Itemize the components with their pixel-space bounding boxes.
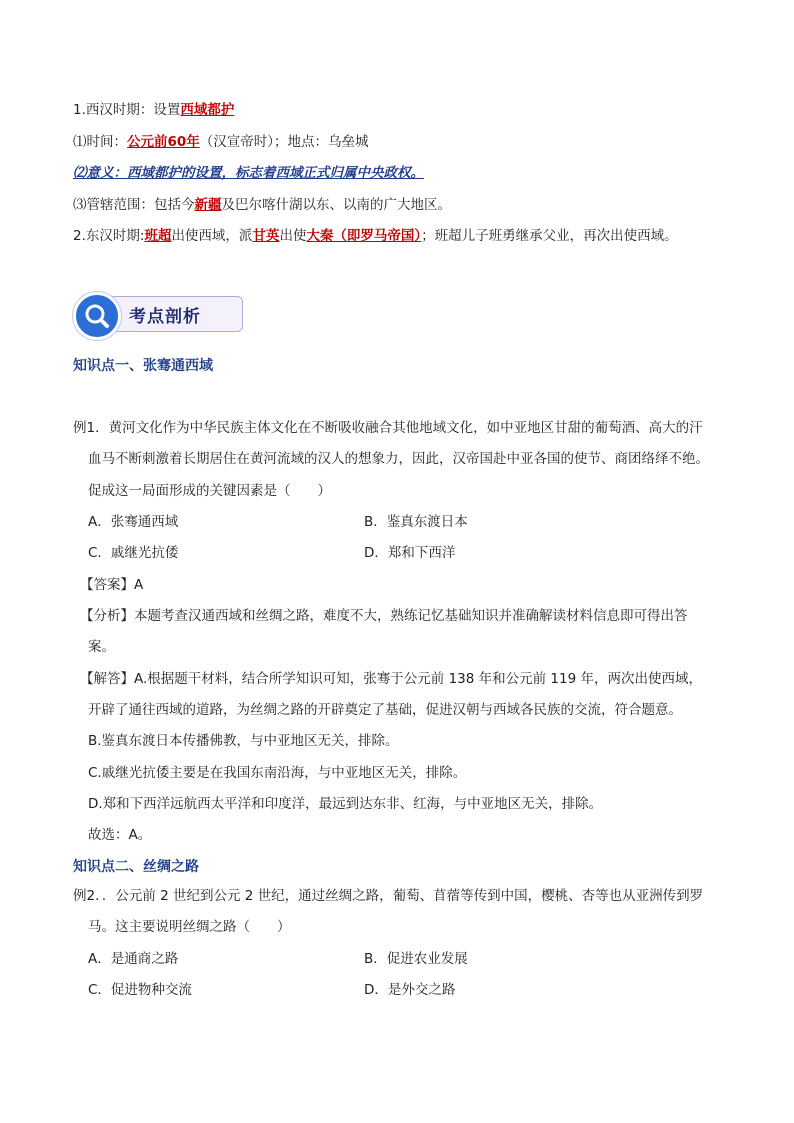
- keyword: 大秦（即罗马帝国）: [306, 228, 422, 244]
- analysis: 案。: [88, 639, 115, 655]
- knowledge-point-1: 知识点一、张骞通西域: [73, 358, 213, 374]
- keyword: 公元前60年: [127, 134, 200, 150]
- summary-line-2: [73, 132, 369, 152]
- text: 1.西汉时期：设置: [73, 102, 181, 118]
- example-2-question: 例2．．公元前 2 世纪到公元 2 世纪，通过丝绸之路，葡萄、苜蓿等传到中国，樱桃、杏等也从亚洲传到罗: [73, 888, 704, 904]
- keyword: 甘英: [252, 228, 280, 244]
- option-c: C．促进物种交流: [88, 982, 192, 998]
- solution: C.戚继光抗倭主要是在我国东南沿海，与中亚地区无关，排除。: [88, 765, 467, 781]
- solution: 开辟了通往西域的道路，为丝绸之路的开辟奠定了基础，促进汉朝与西域各民族的交流，符合题意。: [88, 702, 682, 718]
- section-badge: [73, 290, 243, 336]
- answer: 【答案】A: [80, 577, 144, 593]
- summary-line-1: [73, 100, 234, 120]
- section-title: 考点剖析: [129, 307, 201, 327]
- example-1-question: 血马不断刺激着长期居住在黄河流域的汉人的想象力，因此，汉帝国赴中亚各国的使节、商团络绎不绝。: [88, 451, 709, 467]
- text: （汉宣帝时）；地点：乌垒城: [199, 134, 369, 150]
- example-1-question: 促成这一局面形成的关键因素是（ ）: [88, 483, 331, 499]
- text: ⑴时间：: [73, 134, 127, 150]
- knowledge-point-2: 知识点二、丝绸之路: [73, 859, 199, 875]
- option-d: D．郑和下西洋: [364, 545, 456, 561]
- text: 2.东汉时期:: [73, 228, 145, 244]
- option-d: D．是外交之路: [364, 982, 456, 998]
- solution: 【解答】A.根据题干材料，结合所学知识可知，张骞于公元前 138 年和公元前 119 年，两次出使西域，: [80, 671, 702, 687]
- keyword: 西域都护: [180, 102, 235, 118]
- option-a: A．张骞通西域: [88, 514, 179, 530]
- text: 及巴尔喀什湖以东、以南的广大地区。: [221, 197, 451, 213]
- summary-line-3: [73, 163, 424, 183]
- solution: 故选：A。: [88, 827, 152, 843]
- option-b: B．鉴真东渡日本: [364, 514, 468, 530]
- option-c: C．戚继光抗倭: [88, 545, 179, 561]
- keyword: 班超: [144, 228, 172, 244]
- text: ⑶管辖范围：包括今: [73, 197, 195, 213]
- solution: B.鉴真东渡日本传播佛教，与中亚地区无关，排除。: [88, 733, 399, 749]
- analysis: 【分析】本题考查汉通西域和丝绸之路，难度不大，熟练记忆基础知识并准确解读材料信息即可得出答: [80, 608, 688, 624]
- summary-line-4: [73, 195, 451, 215]
- example-1-question: 例1．黄河文化作为中华民族主体文化在不断吸收融合其他地域文化，如中亚地区甘甜的葡萄酒、高大的汗: [73, 420, 703, 436]
- summary-line-5: [73, 226, 678, 246]
- option-b: B．促进农业发展: [364, 951, 468, 967]
- significance-text: ⑵意义：西域都护的设置，标志着西域正式归属中央政权。: [73, 165, 424, 181]
- text: 出使西域，派: [171, 228, 253, 244]
- text: 出使: [279, 228, 307, 244]
- example-2-question: 马。这主要说明丝绸之路（ ）: [88, 919, 291, 935]
- solution: D.郑和下西洋远航西太平洋和印度洋，最远到达东非、红海，与中亚地区无关，排除。: [88, 796, 603, 812]
- text: ；班超儿子班勇继承父业，再次出使西域。: [421, 228, 678, 244]
- option-a: A．是通商之路: [88, 951, 179, 967]
- search-icon: [73, 292, 121, 340]
- keyword: 新疆: [194, 197, 222, 213]
